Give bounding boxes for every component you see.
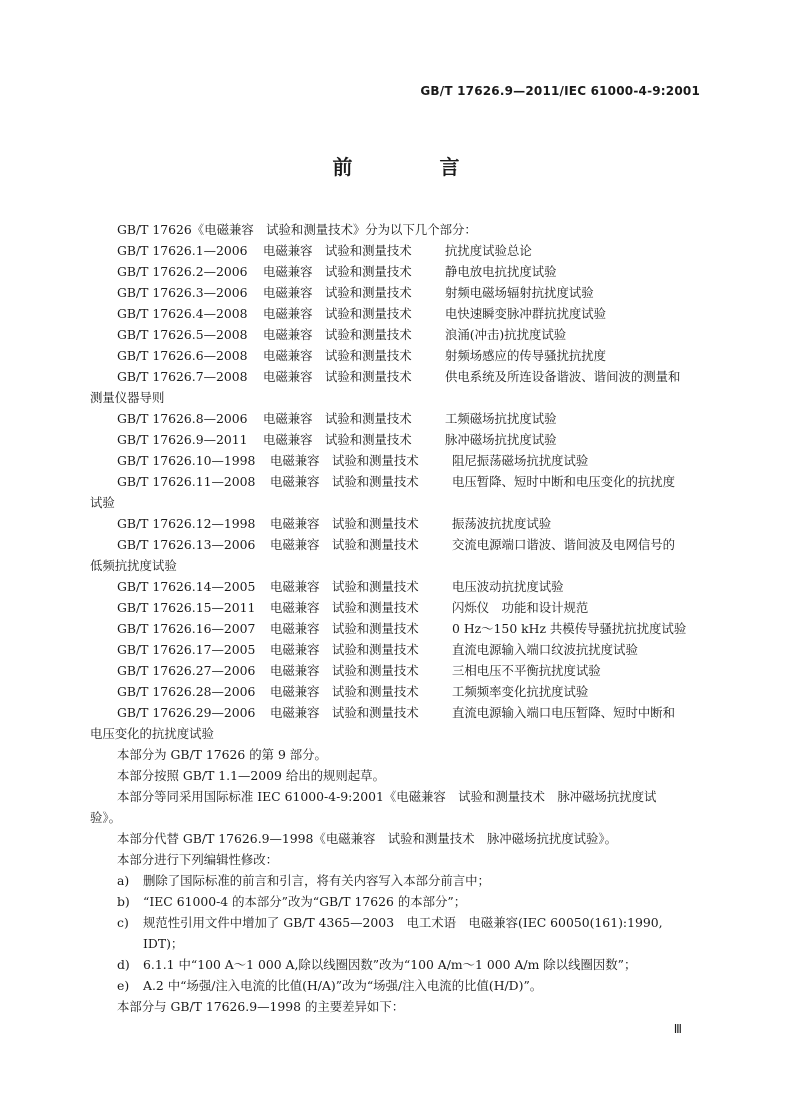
- series-cat: 电磁兼容 试验和测量技术: [263, 306, 412, 321]
- series-item: [90, 408, 702, 429]
- edit-item: [90, 975, 702, 996]
- series-cat: 电磁兼容 试验和测量技术: [270, 516, 419, 531]
- series-code: GB/T 17626.16—2007: [117, 621, 256, 636]
- page-title: 前 言: [332, 155, 500, 179]
- edit-item: [90, 912, 702, 933]
- series-name: 三相电压不平衡抗扰度试验: [452, 663, 601, 678]
- series-item: [90, 240, 702, 261]
- paragraph: 本部分等同采用国际标准 IEC 61000-4-9:2001《电磁兼容 试验和测量技术 脉冲磁场抗扰度试: [117, 789, 657, 804]
- series-code: GB/T 17626.9—2011: [117, 432, 248, 447]
- document-body: [90, 219, 702, 1017]
- series-name: 射频场感应的传导骚扰抗扰度: [445, 348, 607, 363]
- series-code: GB/T 17626.13—2006: [117, 537, 256, 552]
- series-cat: 电磁兼容 试验和测量技术: [270, 621, 419, 636]
- intro-paragraph: GB/T 17626《电磁兼容 试验和测量技术》分为以下几个部分：: [117, 222, 477, 237]
- series-name: 脉冲磁场抗扰度试验: [445, 432, 557, 447]
- series-code: GB/T 17626.11—2008: [117, 474, 256, 489]
- series-item: [90, 576, 702, 597]
- series-code: GB/T 17626.8—2006: [117, 411, 248, 426]
- series-cat: 电磁兼容 试验和测量技术: [263, 348, 412, 363]
- series-cat: 电磁兼容 试验和测量技术: [263, 243, 412, 258]
- series-item: [90, 618, 702, 639]
- paragraph-continuation: 验》。: [90, 810, 121, 825]
- series-name: 振荡波抗扰度试验: [452, 516, 552, 531]
- series-item: [90, 303, 702, 324]
- series-cat: 电磁兼容 试验和测量技术: [270, 705, 419, 720]
- series-item: [90, 534, 702, 555]
- series-name: 抗扰度试验总论: [445, 243, 532, 258]
- paragraph: 本部分进行下列编辑性修改：: [117, 852, 279, 867]
- series-item: [90, 429, 702, 450]
- series-code: GB/T 17626.15—2011: [117, 600, 256, 615]
- paragraph: 本部分代替 GB/T 17626.9—1998《电磁兼容 试验和测量技术 脉冲磁场抗扰度试验》。: [117, 831, 618, 846]
- series-cat: 电磁兼容 试验和测量技术: [270, 642, 419, 657]
- series-name: 电快速瞬变脉冲群抗扰度试验: [445, 306, 607, 321]
- series-code: GB/T 17626.5—2008: [117, 327, 248, 342]
- series-item-continuation: 测量仪器导则: [90, 390, 165, 405]
- series-code: GB/T 17626.27—2006: [117, 663, 256, 678]
- series-name: 交流电源端口谐波、谐间波及电网信号的: [452, 537, 676, 552]
- series-item: [90, 702, 702, 723]
- edit-item-text: A.2 中“场强/注入电流的比值(H/A)”改为“场强/注入电流的比值(H/D)”。: [143, 978, 543, 993]
- edit-item-text: 删除了国际标准的前言和引言，将有关内容写入本部分前言中；: [143, 873, 490, 888]
- series-cat: 电磁兼容 试验和测量技术: [270, 663, 419, 678]
- series-code: GB/T 17626.4—2008: [117, 306, 248, 321]
- series-name: 0 Hz～150 kHz 共模传导骚扰抗扰度试验: [452, 621, 687, 636]
- series-name: 静电放电抗扰度试验: [445, 264, 557, 279]
- series-item: [90, 597, 702, 618]
- document-header: GB/T 17626.9—2011/IEC 61000-4-9:2001: [420, 84, 700, 98]
- series-item: [90, 324, 702, 345]
- series-cat: 电磁兼容 试验和测量技术: [270, 600, 419, 615]
- edit-item-label: e): [117, 978, 130, 993]
- series-cat: 电磁兼容 试验和测量技术: [263, 432, 412, 447]
- series-code: GB/T 17626.12—1998: [117, 516, 256, 531]
- series-name: 直流电源输入端口电压暂降、短时中断和: [452, 705, 676, 720]
- series-name: 供电系统及所连设备谐波、谐间波的测量和: [445, 369, 681, 384]
- series-code: GB/T 17626.2—2006: [117, 264, 248, 279]
- series-list: [90, 240, 702, 744]
- series-code: GB/T 17626.10—1998: [117, 453, 256, 468]
- edit-item-continuation: IDT)；: [143, 936, 184, 951]
- series-cat: 电磁兼容 试验和测量技术: [263, 369, 412, 384]
- page-number: Ⅲ: [673, 1022, 682, 1036]
- series-name: 工频磁场抗扰度试验: [445, 411, 557, 426]
- series-item: [90, 366, 702, 387]
- edit-item-label: d): [117, 957, 130, 972]
- series-cat: 电磁兼容 试验和测量技术: [263, 285, 412, 300]
- paragraph: 本部分为 GB/T 17626 的第 9 部分。: [117, 747, 327, 762]
- series-item: [90, 513, 702, 534]
- series-item: [90, 639, 702, 660]
- edit-item-text: 6.1.1 中“100 A～1 000 A,除以线圈因数”改为“100 A/m～1 000 A/m 除以线圈因数”；: [143, 957, 637, 972]
- edit-item: [90, 891, 702, 912]
- series-code: GB/T 17626.29—2006: [117, 705, 256, 720]
- series-code: GB/T 17626.1—2006: [117, 243, 248, 258]
- series-cat: 电磁兼容 试验和测量技术: [263, 411, 412, 426]
- series-item: [90, 345, 702, 366]
- series-cat: 电磁兼容 试验和测量技术: [270, 453, 419, 468]
- series-item: [90, 282, 702, 303]
- series-name: 射频电磁场辐射抗扰度试验: [445, 285, 594, 300]
- series-code: GB/T 17626.7—2008: [117, 369, 248, 384]
- series-name: 闪烁仪 功能和设计规范: [452, 600, 589, 615]
- series-item: [90, 681, 702, 702]
- series-code: GB/T 17626.6—2008: [117, 348, 248, 363]
- edit-item-label: b): [117, 894, 130, 909]
- paragraph: 本部分与 GB/T 17626.9—1998 的主要差异如下：: [117, 999, 405, 1014]
- series-item: [90, 261, 702, 282]
- series-code: GB/T 17626.17—2005: [117, 642, 256, 657]
- series-name: 工频频率变化抗扰度试验: [452, 684, 589, 699]
- paragraph: 本部分按照 GB/T 1.1—2009 给出的规则起草。: [117, 768, 385, 783]
- edit-item-text: 规范性引用文件中增加了 GB/T 4365—2003 电工术语 电磁兼容(IEC 60050(161):1990,: [143, 915, 663, 930]
- edit-item: [90, 954, 702, 975]
- series-code: GB/T 17626.28—2006: [117, 684, 256, 699]
- series-code: GB/T 17626.14—2005: [117, 579, 256, 594]
- series-name: 阻尼振荡磁场抗扰度试验: [452, 453, 589, 468]
- edit-item-text: “IEC 61000-4 的本部分”改为“GB/T 17626 的本部分”；: [143, 894, 467, 909]
- series-item: [90, 450, 702, 471]
- series-name: 电压暂降、短时中断和电压变化的抗扰度: [452, 474, 676, 489]
- series-name: 电压波动抗扰度试验: [452, 579, 564, 594]
- series-cat: 电磁兼容 试验和测量技术: [270, 684, 419, 699]
- series-cat: 电磁兼容 试验和测量技术: [263, 327, 412, 342]
- series-item-continuation: 电压变化的抗扰度试验: [90, 726, 214, 741]
- edit-list: [90, 870, 702, 996]
- series-cat: 电磁兼容 试验和测量技术: [270, 579, 419, 594]
- series-item-continuation: 低频抗扰度试验: [90, 558, 177, 573]
- series-code: GB/T 17626.3—2006: [117, 285, 248, 300]
- edit-item-label: c): [117, 915, 129, 930]
- series-item: [90, 471, 702, 492]
- series-cat: 电磁兼容 试验和测量技术: [270, 537, 419, 552]
- series-name: 直流电源输入端口纹波抗扰度试验: [452, 642, 638, 657]
- edit-item: [90, 870, 702, 891]
- series-cat: 电磁兼容 试验和测量技术: [270, 474, 419, 489]
- series-name: 浪涌(冲击)抗扰度试验: [445, 327, 567, 342]
- edit-item-label: a): [117, 873, 130, 888]
- series-item-continuation: 试验: [90, 495, 115, 510]
- series-cat: 电磁兼容 试验和测量技术: [263, 264, 412, 279]
- series-item: [90, 660, 702, 681]
